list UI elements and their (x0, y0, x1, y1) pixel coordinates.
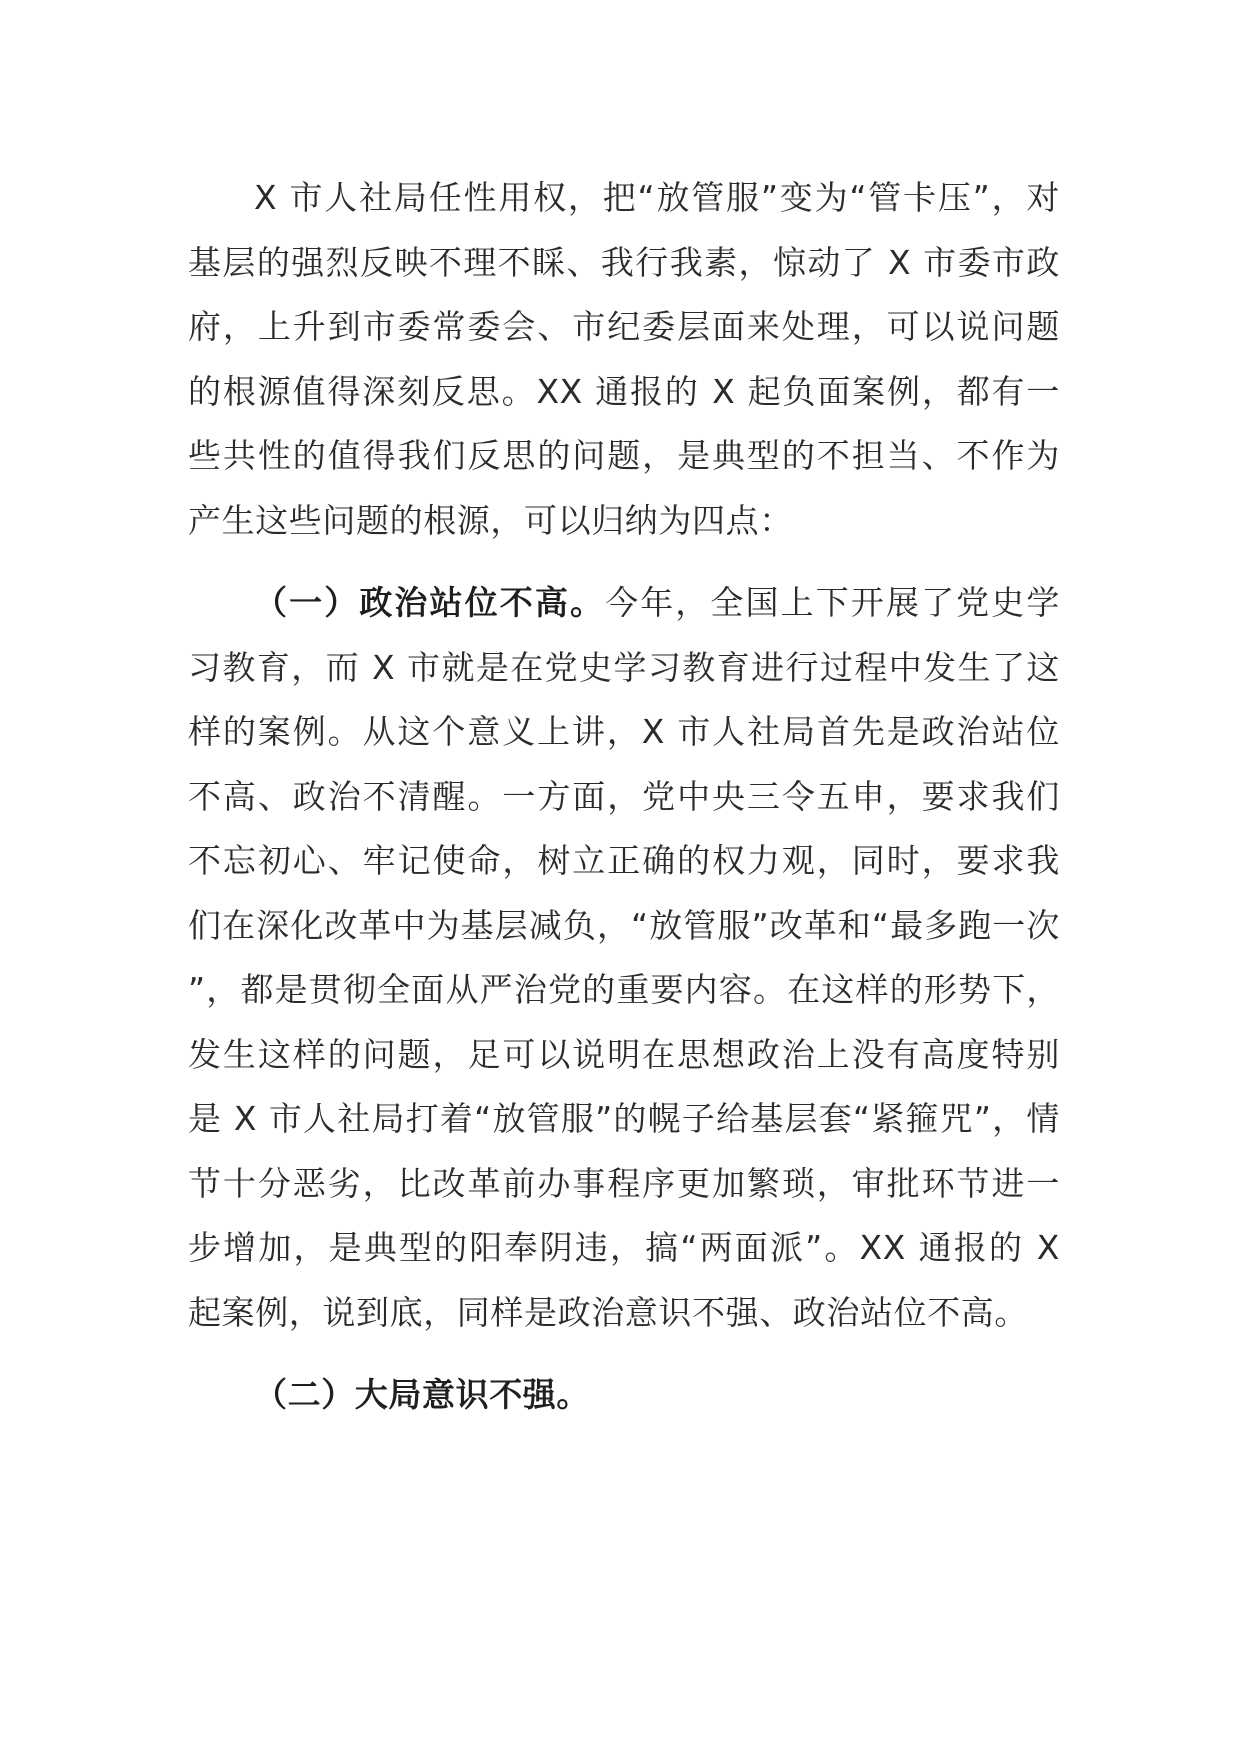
paragraph-heading: （二）大局意识不强。 (254, 1375, 590, 1414)
paragraph-intro (188, 166, 1060, 553)
paragraph-overall-awareness (188, 1363, 1060, 1428)
paragraph-political-stance (188, 571, 1060, 1345)
paragraph-text: X 市人社局任性用权，把“放管服”变为“管卡压”，对基层的强烈反映不理不睬、我行我素，惊动了 X 市委市政府，上升到市委常委会、市纪委层面来处理，可以说问题的根源值得深刻反思。XX 通报的 X 起负面案例，都有一些共性的值得我们反思的问题，是典型的不担当、不作为产生这些问题的根源，可以归纳为四点： (188, 178, 1060, 540)
paragraph-heading: （一）政治站位不高。 (254, 583, 606, 622)
paragraph-text: 今年，全国上下开展了党史学习教育，而 X 市就是在党史学习教育进行过程中发生了这样的案例。从这个意义上讲，X 市人社局首先是政治站位不高、政治不清醒。一方面，党中央三令五申，要求我们不忘初心、牢记使命，树立正确的权力观，同时，要求我们在深化改革中为基层减负，“放管服”改革和“最多跑一次”，都是贯彻全面从严治党的重要内容。在这样的形势下，发生这样的问题，足可以说明在思想政治上没有高度特别是 X 市人社局打着“放管服”的幌子给基层套“紧箍咒”，情节十分恶劣，比改革前办事程序更加繁琐，审批环节进一步增加，是典型的阳奉阴违，搞“两面派”。XX 通报的 X 起案例，说到底，同样是政治意识不强、政治站位不高。 (188, 583, 1060, 1332)
document-body (188, 166, 1060, 1428)
